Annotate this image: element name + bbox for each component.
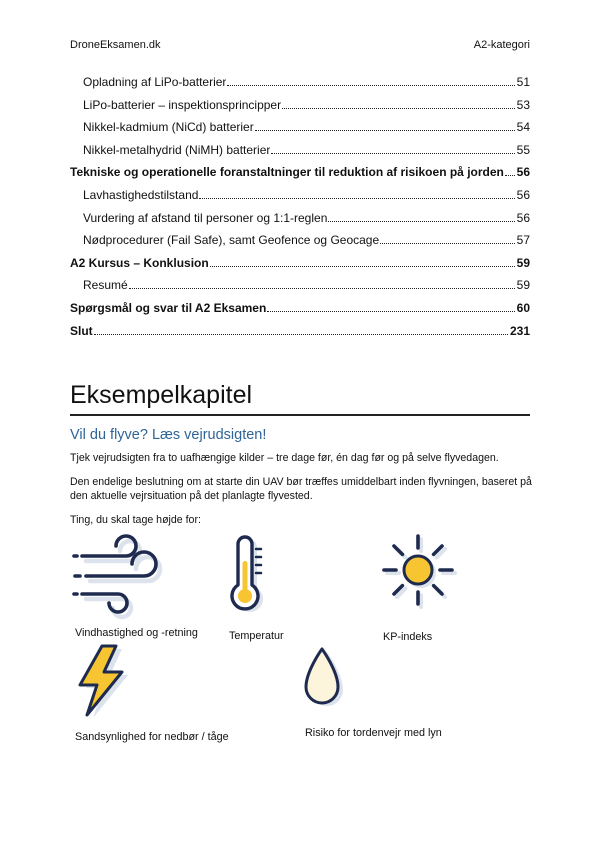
toc-entry[interactable]: [70, 274, 530, 297]
toc-entry-page: 59: [516, 278, 530, 293]
table-of-contents: [70, 71, 530, 342]
toc-entry-page: 231: [509, 323, 530, 338]
toc-entry-label: Tekniske og operationelle foranstaltninger til reduktion af risikoen på jorden: [70, 165, 504, 180]
toc-section-entry[interactable]: [70, 320, 530, 343]
toc-dot-leader: [255, 130, 515, 131]
toc-entry-page: 56: [516, 187, 530, 202]
chapter-title: Eksempelkapitel: [70, 381, 253, 409]
toc-dot-leader: [380, 243, 514, 244]
lightning-icon: [70, 643, 134, 719]
toc-entry-page: 59: [516, 255, 530, 270]
toc-entry-page: 60: [516, 300, 530, 315]
toc-entry-label: Lavhastighedstilstand: [83, 187, 199, 202]
droplet-icon: [300, 645, 352, 709]
toc-entry-label: LiPo-batterier – inspektionsprincipper: [83, 97, 282, 112]
thermometer-icon: [224, 533, 274, 615]
toc-dot-leader: [271, 153, 514, 154]
factor-label-wind: Vindhastighed og -retning: [75, 627, 198, 639]
toc-section-entry[interactable]: [70, 252, 530, 275]
toc-entry-page: 55: [516, 142, 530, 157]
toc-section-entry[interactable]: [70, 161, 530, 184]
toc-dot-leader: [505, 175, 515, 176]
toc-entry-label: Nikkel-metalhydrid (NiMH) batterier: [83, 142, 271, 157]
toc-entry-label: Resumé: [83, 278, 128, 293]
toc-entry-label: Spørgsmål og svar til A2 Eksamen: [70, 300, 267, 315]
factor-label-precipitation: Sandsynlighed for nedbør / tåge: [75, 731, 229, 743]
toc-entry[interactable]: [70, 116, 530, 139]
toc-dot-leader: [129, 288, 515, 289]
section-subtitle: Vil du flyve? Læs vejrudsigten!: [70, 427, 267, 443]
toc-entry-page: 51: [516, 75, 530, 89]
toc-entry-page: 56: [516, 165, 530, 180]
sun-disc: [404, 556, 432, 584]
toc-entry-page: 53: [516, 97, 530, 112]
factor-label-temperature: Temperatur: [229, 630, 284, 642]
toc-entry[interactable]: [70, 229, 530, 252]
thermometer-bulb: [238, 589, 252, 603]
toc-entry[interactable]: [70, 139, 530, 162]
toc-entry[interactable]: [70, 71, 530, 94]
toc-dot-leader: [227, 85, 514, 86]
list-intro: Ting, du skal tage højde for:: [70, 514, 201, 526]
paragraph: Tjek vejrudsigten fra to uafhængige kilder – tre dage før, én dag før og på selve flyvedagen.: [70, 452, 499, 464]
toc-entry-label: A2 Kursus – Konklusion: [70, 255, 209, 270]
paragraph: Den endelige beslutning om at starte din UAV bør træffes umiddelbart inden flyvningen, baseret på den aktuelle vejrsituation på det planlagte flyvested.: [70, 476, 532, 502]
toc-entry-label: Nikkel-kadmium (NiCd) batterier: [83, 120, 254, 135]
toc-entry[interactable]: [70, 184, 530, 207]
factor-label-kp-index: KP-indeks: [383, 631, 433, 643]
toc-entry-label: Opladning af LiPo-batterier: [83, 75, 227, 89]
toc-dot-leader: [94, 334, 508, 335]
toc-dot-leader: [199, 198, 514, 199]
toc-dot-leader: [282, 108, 515, 109]
toc-dot-leader: [328, 221, 514, 222]
toc-entry-label: Nødprocedurer (Fail Safe), samt Geofence og Geocage: [83, 233, 380, 248]
toc-entry-page: 56: [516, 210, 530, 225]
toc-entry-page: 54: [516, 120, 530, 135]
toc-entry[interactable]: [70, 94, 530, 117]
toc-dot-leader: [267, 311, 514, 312]
droplet-shape: [306, 649, 338, 703]
title-underline-divider: [70, 414, 530, 416]
header-site-name: DroneEksamen.dk: [70, 39, 161, 51]
toc-entry-page: 57: [516, 233, 530, 248]
toc-entry[interactable]: [70, 207, 530, 230]
thermometer-mercury: [243, 561, 248, 593]
factor-label-thunderstorm: Risiko for tordenvejr med lyn: [305, 727, 442, 739]
toc-entry-label: Vurdering af afstand til personer og 1:1-reglen: [83, 210, 328, 225]
toc-entry-label: Slut: [70, 323, 93, 338]
toc-section-entry[interactable]: [70, 297, 530, 320]
toc-dot-leader: [210, 266, 515, 267]
sun-icon: [376, 528, 462, 614]
header-category: A2-kategori: [473, 39, 530, 51]
wind-icon: [72, 534, 164, 618]
